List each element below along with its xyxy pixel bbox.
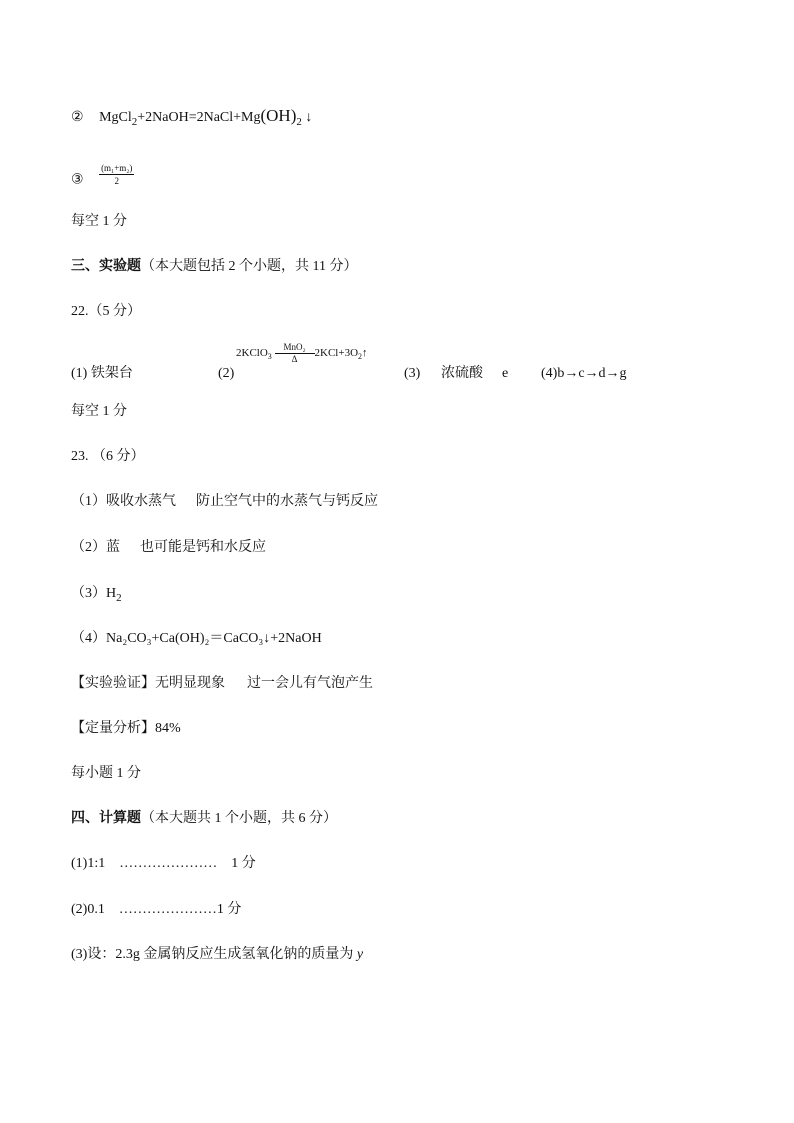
scoring-note-2: 每空 1 分 [71, 404, 127, 419]
scoring-note-3: 每小题 1 分 [71, 766, 141, 781]
circle-number-3: ③ [71, 172, 84, 188]
calc-part-3: (3)设：2.3g 金属钠反应生成氢氧化钠的质量为 y [71, 947, 364, 962]
q23-part-4: （4）Na₂CO₃+Ca(OH)₂＝CaCO₃↓+2NaOH [71, 631, 322, 646]
q22-part-2-label: (2) [218, 366, 235, 381]
calc-part-1: (1)1:1 ………………… 1 分 [71, 856, 256, 871]
q22-part-3-answer: 浓硫酸 [441, 366, 483, 381]
down-arrow-icon: ↓ [305, 110, 313, 125]
circle-number-2: ② [71, 110, 84, 125]
q23-part-3: $(3)H_2$ [71, 586, 122, 604]
scoring-note-1: 每空 1 分 [71, 214, 127, 229]
fraction: $\frac{\text{(m₁+m₂)}}{2}$ [101, 163, 133, 186]
equation-mgcl2: $MgCl_2+2NaOH=2NaCl+Mg(OH)_2$ ↓ [99, 106, 313, 128]
q22-part-1: (1) 铁架台 [71, 366, 133, 381]
q22-part-3-label: (3) [404, 366, 421, 381]
answer-line-2 [71, 106, 312, 132]
q22-part-4: (4)b→c→d→g [541, 366, 627, 381]
question-23-heading: 23. （6 分） [71, 449, 145, 464]
question-22-heading: 22.（5 分） [71, 304, 141, 319]
experiment-verification: 【实验验证】无明显现象 过一会儿有气泡产生 [71, 676, 373, 691]
calc-part-2: (2)0.1 …………………1 分 [71, 902, 242, 917]
reaction-condition: MnO₂ Δ [275, 342, 315, 365]
quantitative-analysis: 【定量分析】84% [71, 721, 181, 736]
q23-part-2: （2）蓝 也可能是钙和水反应 [71, 540, 266, 555]
answer-line-3 [71, 163, 134, 193]
section-4-heading: 四、计算题（本大题共 1 个小题，共 6 分） [71, 811, 337, 826]
q22-part-3-answer-b: e [502, 366, 509, 381]
q23-part-1: （1）吸收水蒸气 防止空气中的水蒸气与钙反应 [71, 494, 378, 509]
q22-equation: 2KClO$_3$ MnO₂ Δ $2KCl+3O_2↑$ [236, 342, 368, 364]
up-arrow-icon: ↑ [362, 347, 368, 360]
section-3-heading: 三、实验题（本大题包括 2 个小题，共 11 分） [71, 259, 358, 274]
